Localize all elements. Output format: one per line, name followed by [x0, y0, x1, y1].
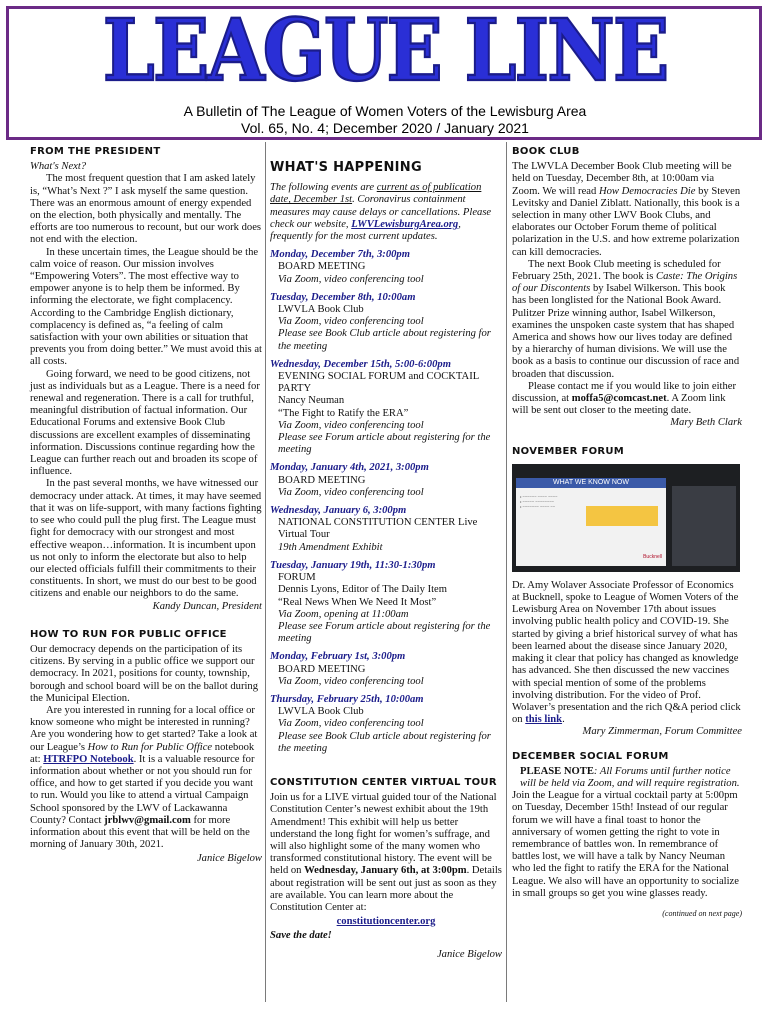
- event-detail: NATIONAL CONSTITUTION CENTER Live Virtual Tour: [278, 517, 478, 541]
- htrfpo-notebook-link[interactable]: HTRFPO Notebook: [43, 753, 134, 765]
- slide-text: • ~~~~~~ ~~~~ ~~~~ • ~~~~~ ~~~~~~~~ • ~~~~~~~ ~~~~ ~~: [520, 493, 558, 509]
- event-detail: BOARD MEETING: [278, 261, 366, 273]
- event-note: Via Zoom, video conferencing tool: [278, 419, 424, 431]
- social-note: PLEASE NOTE: All Forums until further notice will be held via Zoom, and will require registration.: [520, 765, 740, 789]
- public-office-heading: HOW TO RUN FOR PUBLIC OFFICE: [30, 628, 227, 640]
- constitution-center-link[interactable]: constitutioncenter.org: [336, 916, 436, 928]
- presentation-slide: [516, 478, 666, 566]
- event-date: Wednesday, January 6, 3:00pm: [270, 505, 407, 517]
- happening-intro: The following events are current as of publication date, December 1st. Coronavirus containment measures may cause delays or cancellations. Please check our website, LWVLewisburgArea.org, frequently for the most current updates.: [270, 182, 492, 243]
- social-paragraph: Join the League for a virtual cocktail party at 5:00pm on Tuesday, December 15th! Instead of our regular forum we will have a final toast to honor the anniversary of women getting the right to vote in remembrance of battles won. In remembrance of battles lost, we will have a talk by Nancy Neuman who led the fight to ratify the ERA for the National League. We also will have an opportunity to socialize in small groups so get you wine glasses ready.: [512, 790, 739, 899]
- public-office-paragraph: Are you interested in running for a local office or know someone who might be interested in running? Are you wondering how to get started? Take a look at our League’s How to Run for Public Office notebook at: HTRFPO Notebook. It is a valuable resource for information about whether or not you should run for office, and how to get started if you decide you want to run. Would you like to attend a virtual Campaign School sponsored by the LWV of Lackawanna County? Contact jrblwv@gmail.com for more information about this event that will be held on the morning of January 30th, 2021.: [30, 704, 258, 851]
- video-link[interactable]: this link: [525, 714, 563, 726]
- event-date: Wednesday, December 15th, 5:00-6:00pm: [270, 358, 451, 370]
- event-note: Please see Forum article about registering for the meeting: [278, 432, 491, 456]
- constitution-paragraph: Join us for a LIVE virtual guided tour of the National Constitution Center’s newest exhibit about the 19th Amendment! This exhibit will help us better understand the long fight for women’s suffrage, and will also highlight some of the many women who transformed constitutional history. The event will be held on Wednesday, January 6th, at 3:00pm. Details about registration will be sent out just as soon as they are available. You can learn more about the Constitution Center at:: [270, 792, 502, 913]
- newsletter-subtitle: A Bulletin of The League of Women Voters of the Lewisburg Area: [183, 103, 587, 119]
- event-detail: EVENING SOCIAL FORUM and COCKTAIL PARTY: [278, 371, 479, 395]
- event-note: Via Zoom, video conferencing tool: [278, 675, 424, 687]
- event-detail: Nancy Neuman: [278, 395, 345, 407]
- president-paragraph: The most frequent question that I am asked lately is, “What’s Next ?” I ask myself the same question. There was an enormous amount of energy expended on the election, both physically and mentally. The efforts are too numerous to recount, but our work does not end with the election.: [30, 173, 262, 246]
- column-divider: [506, 142, 507, 1002]
- event-note: Via Zoom, video conferencing tool: [278, 486, 424, 498]
- constitution-heading: CONSTITUTION CENTER VIRTUAL TOUR: [270, 776, 497, 788]
- event-date: Monday, December 7th, 3:00pm: [270, 249, 410, 261]
- column-middle: [270, 142, 502, 961]
- event-note: Please see Book Club article about registering for the meeting: [278, 730, 491, 754]
- happening-heading: WHAT'S HAPPENING: [270, 160, 422, 175]
- event-detail: LWVLA Book Club: [278, 304, 364, 316]
- website-link[interactable]: LWVLewisburgArea.org: [351, 218, 459, 230]
- bookclub-paragraph: The LWVLA December Book Club meeting will be held on Tuesday, December 8th, at 10:00am via Zoom. We will read How Democracies Die by Steven Levitsky and Daniel Ziblatt. Nationally, this book is a selection in many other LWV Book Clubs, and elaborates our October Forum theme of political polarization in the U.S. and how extreme polarization can kill democracies.: [512, 161, 741, 258]
- slide-logo: Bucknell: [643, 553, 662, 560]
- event-detail: Dennis Lyons, Editor of The Daily Item: [278, 584, 447, 596]
- event-date: Tuesday, January 19th, 11:30-1:30pm: [270, 559, 436, 571]
- slide-title: WHAT WE KNOW NOW: [516, 478, 666, 488]
- event-detail: LWVLA Book Club: [278, 706, 364, 718]
- bookclub-email[interactable]: moffa5@comcast.net: [571, 393, 667, 405]
- event-note: Please see Book Club article about registering for the meeting: [278, 328, 491, 352]
- event-date: Monday, January 4th, 2021, 3:00pm: [270, 462, 429, 474]
- event-date: Monday, February 1st, 3:00pm: [270, 651, 406, 663]
- november-signature: Mary Zimmerman, Forum Committee: [582, 726, 742, 738]
- bookclub-paragraph: The next Book Club meeting is scheduled for February 25th, 2021. The book is Caste: The Origins of our Discontents by Isabel Wilkerson. This book has been longlisted for the National Book Award. Pulitzer Prize winning author, Isabel Wilkerson, examines the unspoken caste system that has shaped America and shows how our lives today are defined by a hierarchy of human divisions. We will use the book as a basis to continue our discussion of race and broaden that discussion.: [512, 258, 740, 380]
- event-note: Via Zoom, video conferencing tool: [278, 273, 424, 285]
- continued-note: (continued on next page): [662, 908, 742, 918]
- constitution-signature: Janice Bigelow: [436, 948, 502, 960]
- president-signature: Kandy Duncan, President: [152, 600, 262, 612]
- event-note: Via Zoom, video conferencing tool: [278, 316, 424, 328]
- event-detail: BOARD MEETING: [278, 663, 366, 675]
- notebook-title: How to Run for Public Office: [87, 741, 213, 753]
- bookclub-signature: Mary Beth Clark: [670, 417, 742, 429]
- event-note: Via Zoom, video conferencing tool: [278, 718, 424, 730]
- bookclub-paragraph: Please contact me if you would like to join either discussion, at moffa5@comcast.net. A Zoom link will be sent out closer to the meeting date.: [512, 380, 736, 417]
- bookclub-heading: BOOK CLUB: [512, 146, 580, 157]
- column-right: [512, 142, 742, 920]
- masthead: [0, 2, 770, 142]
- public-office-paragraph: Our democracy depends on the participation of its citizens. By serving in a public office we support our democracy. In 2021, positions for county, township, borough and school board will be on the ballot during the Municipal Election.: [30, 643, 259, 704]
- president-subheading: What's Next?: [30, 161, 87, 173]
- newsletter-title: LEAGUE LINE: [102, 1, 668, 101]
- social-heading: DECEMBER SOCIAL FORUM: [512, 750, 669, 762]
- event-date: Thursday, February 25th, 10:00am: [270, 693, 424, 705]
- column-left: [30, 142, 262, 866]
- event-detail: BOARD MEETING: [278, 474, 366, 486]
- contact-email[interactable]: jrblwv@gmail.com: [104, 814, 191, 826]
- event-note: Via Zoom, opening at 11:00am: [278, 608, 409, 620]
- public-office-signature: Janice Bigelow: [196, 853, 262, 865]
- president-paragraph: In the past several months, we have witnessed our democracy under attack. At times, it may have seemed that it was on life-support, with many factions fighting to see who could pull the plug first. The League must fight for democracy with our strongest and most effective weapon…information. It is incumbent upon us not only to inform the electorate but also to help our elected officials fulfill their commitments to their constituents. In short, we must do our best to be good citizens and enable our neighbors to do the same.: [30, 478, 262, 600]
- save-the-date: Save the date!: [270, 930, 332, 942]
- event-detail: “The Fight to Ratify the ERA”: [278, 407, 409, 419]
- forum-screenshot-photo: [512, 464, 740, 572]
- president-paragraph: Going forward, we need to be good citizens, not just as individuals but as a League. There is a need for renewal and regeneration. There is a call for truthful, meaningful distribution of factual information. Our Educational Forums and extensive Book Club discussions are excellent examples of disseminating information. Discussions continue regarding how the League can further reach out and broaden its scope of influence.: [30, 368, 260, 478]
- president-heading: FROM THE PRESIDENT: [30, 146, 161, 157]
- event-note: 19th Amendment Exhibit: [278, 541, 383, 553]
- event-list: [270, 249, 502, 755]
- slide-chart: [586, 506, 658, 526]
- november-heading: NOVEMBER FORUM: [512, 445, 625, 457]
- newsletter-volume: Vol. 65, No. 4; December 2020 / January 2021: [241, 120, 529, 136]
- event-detail: FORUM: [278, 572, 316, 584]
- event-date: Tuesday, December 8th, 10:00am: [270, 291, 416, 303]
- november-paragraph: Dr. Amy Wolaver Associate Professor of Economics at Bucknell, spoke to League of Women Voters of the Lewisburg Area on November 17th about issues involving public health policy and COVID-19. She started by giving a brief historical survey of what has been learned about the disease since January 2020, making it clear that policy has changed as knowledge has advanced. She then discussed the new vaccines with special mention of some of the problems involving distribution. For the video of Prof. Wolaver’s presentation and the rich Q&A period click on this link.: [512, 579, 741, 726]
- event-detail: “Real News When We Need It Most”: [278, 596, 437, 608]
- president-paragraph: In these uncertain times, the League should be the calm voice of reason. Our mission involves “Empowering Voters”. The most effective way to empower anyone is to help them be informed. By informing the electorate, we fight complacency. According to the Cambridge English dictionary, complacency is defined as, “a feeling of calm satisfaction with your own abilities or situation that prevents you from doing better.” We must avoid this at all costs.: [30, 246, 262, 368]
- column-divider: [265, 142, 266, 1002]
- speaker-video: [672, 486, 736, 566]
- event-note: Please see Forum article about registering for the meeting: [278, 620, 491, 645]
